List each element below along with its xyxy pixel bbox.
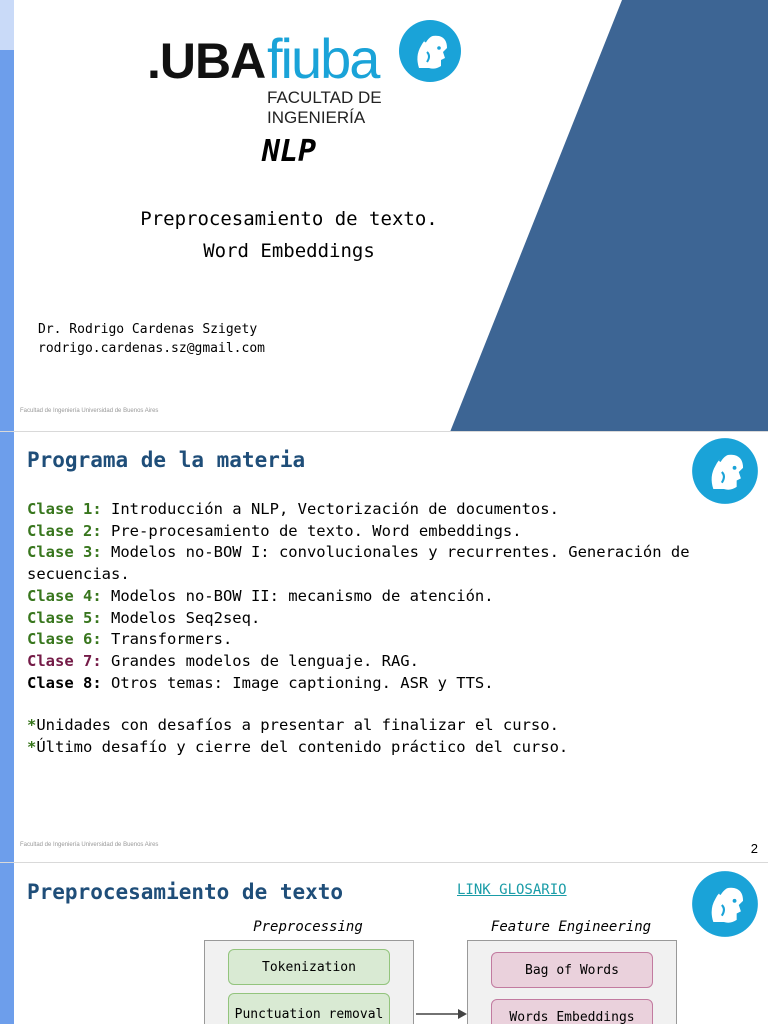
tokenization-pill: Tokenization <box>228 949 390 985</box>
slide-footer: Facultad de Ingeniería Universidad de Buenos Aires <box>20 842 159 848</box>
minerva-emblem-icon <box>397 18 463 84</box>
feature-engineering-label: Feature Engineering <box>490 919 652 935</box>
class-text: Transformers. <box>101 630 233 649</box>
class-row-8 <box>27 673 757 695</box>
class-text: Grandes modelos de lenguaje. RAG. <box>101 651 419 670</box>
subtitle-line-2: Word Embeddings <box>203 240 375 262</box>
class-row-7 <box>27 651 757 673</box>
page-number: 2 <box>750 841 758 856</box>
minerva-emblem-icon <box>690 869 760 939</box>
class-text: Modelos no-BOW II: mecanismo de atención. <box>101 586 494 605</box>
slide-title-nlp: NLP <box>261 134 317 169</box>
class-label: Clase 2: <box>27 521 102 540</box>
slide-title-preprocessing: Preprocesamiento de texto <box>27 880 344 904</box>
glosario-link[interactable]: LINK GLOSARIO <box>457 882 567 898</box>
slide-title-program: Programa de la materia <box>27 448 306 472</box>
title-slide <box>0 0 768 432</box>
class-row-2 <box>27 521 757 543</box>
note-asterisk: * <box>27 716 37 734</box>
preprocessing-slide <box>0 863 768 1024</box>
bag-of-words-pill: Bag of Words <box>491 952 653 988</box>
class-label: Clase 7: <box>27 651 102 670</box>
class-text: Modelos Seq2seq. <box>101 608 261 627</box>
notes <box>27 715 568 758</box>
class-row-1 <box>27 499 757 521</box>
class-text: Introducción a NLP, Vectorización de documentos. <box>101 500 559 518</box>
class-row-3 <box>27 542 757 585</box>
class-label: Clase 3: <box>27 543 102 562</box>
fiuba-logo <box>147 18 477 127</box>
logo-faculty-text: FACULTAD DE INGENIERÍA <box>267 88 382 127</box>
author-email: rodrigo.cardenas.sz@gmail.com <box>38 341 265 356</box>
class-row-5 <box>27 608 757 630</box>
note-asterisk: * <box>27 737 37 756</box>
logo-uba-text: .UBA <box>147 33 266 89</box>
class-label: Clase 1: <box>27 500 102 518</box>
note-text: Último desafío y cierre del contenido práctico del curso. <box>36 737 569 756</box>
class-text: Otros temas: Image captioning. ASR y TTS. <box>101 673 494 692</box>
slide-footer: Facultad de Ingeniería Universidad de Buenos Aires <box>20 408 159 414</box>
class-text: Modelos no-BOW I: convolucionales y recurrentes. Generación de secuencias. <box>27 543 699 584</box>
class-label: Clase 6: <box>27 630 102 649</box>
class-list <box>27 499 757 694</box>
class-label: Clase 5: <box>27 608 102 627</box>
left-accent-strip <box>0 863 14 1024</box>
left-accent-strip-light <box>0 0 14 50</box>
class-row-6 <box>27 629 757 651</box>
arrow-right-icon <box>414 1007 468 1021</box>
class-label: Clase 4: <box>27 586 102 605</box>
author-name: Dr. Rodrigo Cardenas Szigety <box>38 322 258 337</box>
subtitle-line-1: Preprocesamiento de texto. <box>140 208 438 230</box>
left-accent-strip <box>0 432 14 862</box>
punctuation-removal-pill: Punctuation removal <box>228 993 390 1024</box>
minerva-emblem-icon <box>690 436 760 506</box>
class-row-4 <box>27 586 757 608</box>
note-text: Unidades con desafíos a presentar al finalizar el curso. <box>36 716 559 734</box>
note-2 <box>27 737 568 759</box>
logo-fiuba-text: fiuba <box>267 27 379 90</box>
class-text: Pre-procesamiento de texto. Word embeddings. <box>101 521 522 540</box>
preprocessing-box <box>204 940 414 1024</box>
feature-engineering-box <box>467 940 677 1024</box>
note-1 <box>27 715 568 737</box>
words-embeddings-pill: Words Embeddings <box>491 999 653 1024</box>
preprocessing-label: Preprocessing <box>253 919 363 935</box>
program-slide <box>0 432 768 862</box>
class-label: Clase 8: <box>27 673 102 692</box>
